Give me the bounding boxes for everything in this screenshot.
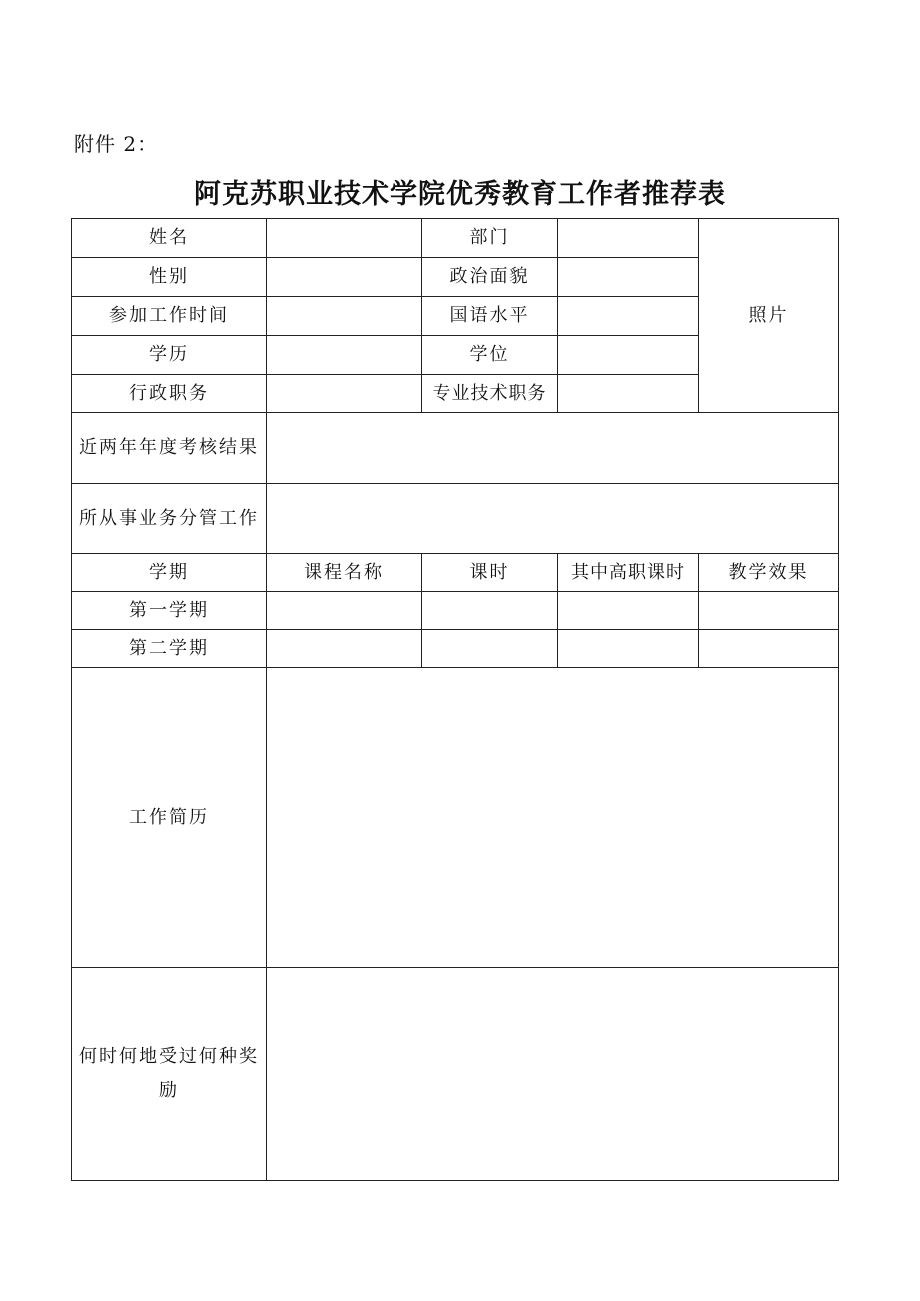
political-status-label: 政治面貌 xyxy=(422,258,558,297)
department-label: 部门 xyxy=(422,219,558,258)
attachment-label: 附件 2： xyxy=(74,132,159,156)
mandarin-level-field[interactable] xyxy=(558,297,699,336)
semester-2-label: 第二学期 xyxy=(72,630,267,668)
gender-field[interactable] xyxy=(267,258,422,297)
semester-2-effect-field[interactable] xyxy=(699,630,839,668)
admin-post-field[interactable] xyxy=(267,375,422,413)
tech-post-label: 专业技术职务 xyxy=(422,375,558,413)
degree-field[interactable] xyxy=(558,336,699,375)
course-header-course-name: 课程名称 xyxy=(267,554,422,592)
recommendation-form-table xyxy=(71,218,839,1181)
name-field[interactable] xyxy=(267,219,422,258)
semester-1-label: 第一学期 xyxy=(72,592,267,630)
education-field[interactable] xyxy=(267,336,422,375)
admin-post-label: 行政职务 xyxy=(72,375,267,413)
photo-cell[interactable] xyxy=(699,219,839,413)
awards-label: 何时何地受过何种奖励 xyxy=(72,968,267,1181)
semester-1-hours-field[interactable] xyxy=(422,592,558,630)
gender-label: 性别 xyxy=(72,258,267,297)
semester-1-vocational-hours-field[interactable] xyxy=(558,592,699,630)
degree-label: 学位 xyxy=(422,336,558,375)
semester-1-course-field[interactable] xyxy=(267,592,422,630)
course-header-semester: 学期 xyxy=(72,554,267,592)
tech-post-field[interactable] xyxy=(558,375,699,413)
semester-2-course-field[interactable] xyxy=(267,630,422,668)
course-header-vocational-hours: 其中高职课时 xyxy=(558,554,699,592)
page-title: 阿克苏职业技术学院优秀教育工作者推荐表 xyxy=(194,179,726,210)
work-history-field[interactable] xyxy=(267,668,839,968)
course-header-hours: 课时 xyxy=(422,554,558,592)
awards-field[interactable] xyxy=(267,968,839,1181)
work-start-time-field[interactable] xyxy=(267,297,422,336)
semester-2-hours-field[interactable] xyxy=(422,630,558,668)
education-label: 学历 xyxy=(72,336,267,375)
semester-1-effect-field[interactable] xyxy=(699,592,839,630)
semester-2-vocational-hours-field[interactable] xyxy=(558,630,699,668)
work-history-label: 工作简历 xyxy=(72,668,267,968)
name-label: 姓名 xyxy=(72,219,267,258)
department-field[interactable] xyxy=(558,219,699,258)
assessment-field[interactable] xyxy=(267,413,839,484)
assessment-label: 近两年年度考核结果 xyxy=(72,413,267,484)
political-status-field[interactable] xyxy=(558,258,699,297)
duties-field[interactable] xyxy=(267,484,839,554)
duties-label: 所从事业务分管工作 xyxy=(72,484,267,554)
mandarin-level-label: 国语水平 xyxy=(422,297,558,336)
photo-label: 照片 xyxy=(748,304,789,326)
course-header-teaching-effect: 教学效果 xyxy=(699,554,839,592)
work-start-time-label: 参加工作时间 xyxy=(72,297,267,336)
